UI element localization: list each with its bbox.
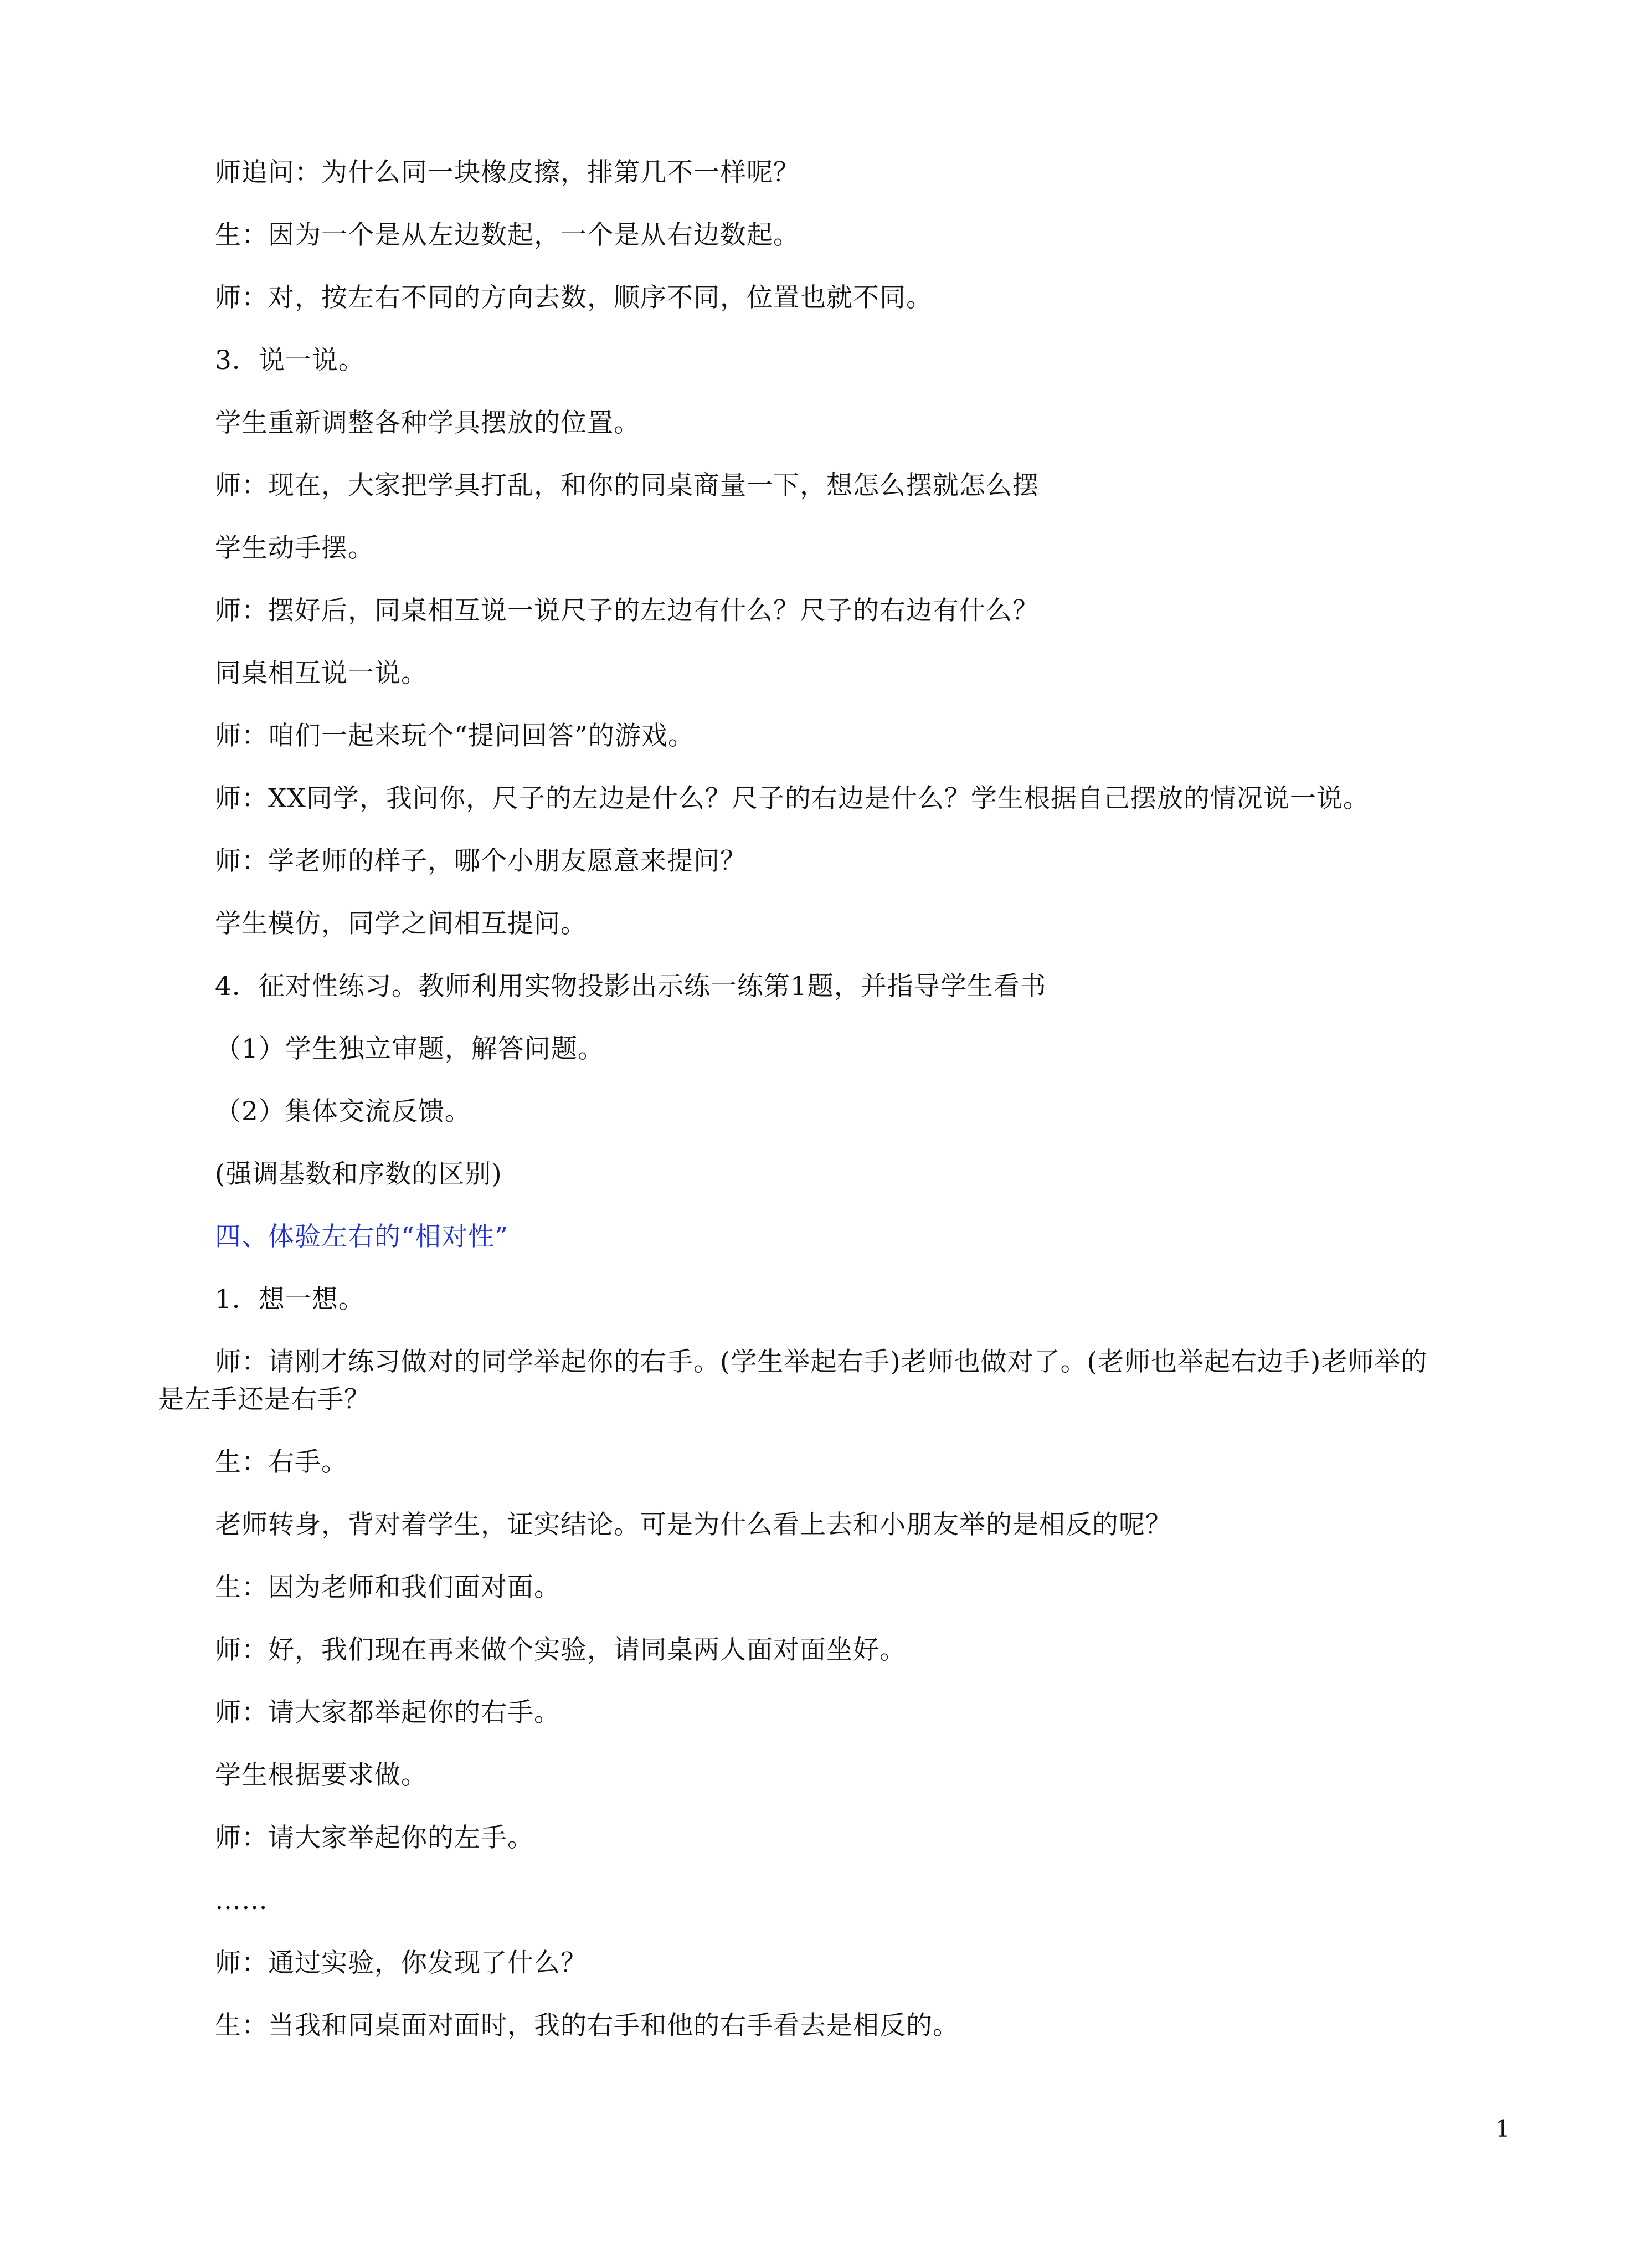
paragraph: 3．说一说。 [215,345,365,376]
paragraph: 老师转身，背对着学生，证实结论。可是为什么看上去和小朋友举的是相反的呢？ [215,1510,1172,1540]
paragraph: (强调基数和序数的区别) [215,1159,502,1189]
paragraph: 师：摆好后，同桌相互说一说尺子的左边有什么？尺子的右边有什么？ [215,596,1039,626]
paragraph: 生：当我和同桌面对面时，我的右手和他的右手看去是相反的。 [215,2010,959,2041]
paragraph: 生：右手。 [215,1447,348,1477]
paragraph: 1．想一想。 [215,1284,365,1315]
paragraph: 学生模仿，同学之间相互提问。 [215,909,587,939]
paragraph: 师：对，按左右不同的方向去数，顺序不同，位置也就不同。 [215,283,933,313]
section-heading: 四、体验左右的“相对性” [215,1222,509,1252]
paragraph: 生：因为一个是从左边数起，一个是从右边数起。 [215,220,800,250]
paragraph: 师追问：为什么同一块橡皮擦，排第几不一样呢？ [215,157,800,188]
paragraph: 师：请大家都举起你的右手。 [215,1697,560,1728]
paragraph: 同桌相互说一说。 [215,658,428,689]
paragraph: 师：通过实验，你发现了什么？ [215,1948,587,1978]
paragraph: （1）学生独立审题，解答问题。 [215,1034,604,1064]
paragraph: 4．征对性练习。教师利用实物投影出示练一练第1题，并指导学生看书 [215,971,1047,1002]
paragraph-continuation: 是左手还是右手？ [158,1384,371,1415]
page-number: 1 [1495,2115,1510,2142]
paragraph: 学生动手摆。 [215,533,374,563]
paragraph: 师：XX同学，我问你，尺子的左边是什么？尺子的右边是什么？学生根据自己摆放的情况说一说。 [215,783,1370,814]
paragraph: 师：现在，大家把学具打乱，和你的同桌商量一下，想怎么摆就怎么摆 [215,470,1039,501]
paragraph: 师：好，我们现在再来做个实验，请同桌两人面对面坐好。 [215,1635,906,1665]
paragraph: 学生重新调整各种学具摆放的位置。 [215,408,640,438]
paragraph: 师：请刚才练习做对的同学举起你的右手。(学生举起右手)老师也做对了。(老师也举起右边手)老师举的 [215,1347,1428,1377]
paragraph: 学生根据要求做。 [215,1760,428,1790]
paragraph: 师：学老师的样子，哪个小朋友愿意来提问？ [215,846,747,876]
paragraph: 师：咱们一起来玩个“提问回答”的游戏。 [215,721,695,751]
paragraph: （2）集体交流反馈。 [215,1096,471,1127]
paragraph: 师：请大家举起你的左手。 [215,1823,534,1853]
ellipsis: …… [215,1885,268,1916]
paragraph: 生：因为老师和我们面对面。 [215,1572,560,1603]
